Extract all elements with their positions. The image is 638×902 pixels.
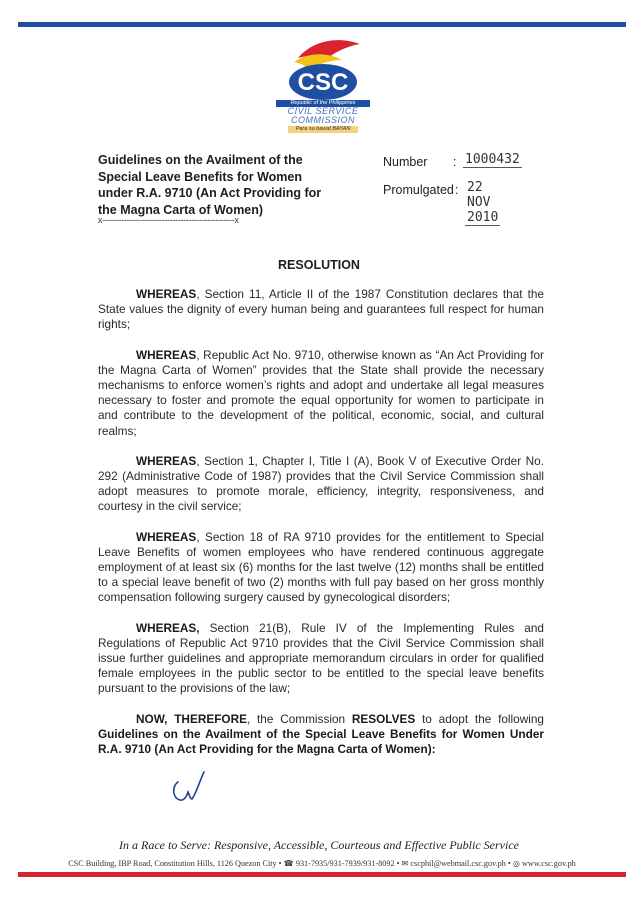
footer-slogan: In a Race to Serve: Responsive, Accessible, Courteous and Effective Public Service [119,838,519,852]
whereas-paragraph-2 [98,348,544,439]
csc-logo-graphic [268,30,378,102]
paragraph-text: , Section 11, Article II of the 1987 Constitution declares that the State values the dignity of every human being and guarantees full respect for human rights; [98,287,544,332]
paragraph-text: to adopt the following [415,711,544,726]
number-label: Number [383,155,428,169]
resolution-heading: RESOLUTION [278,258,360,272]
promulgated-colon: : [455,183,459,197]
resolves-paragraph [98,712,544,758]
number-value: 1000432 [465,152,520,167]
title-separator: x-------------------------------------------------x [98,215,239,225]
number-field [383,152,520,169]
logo-line1: CIVIL SERVICE [287,106,359,116]
promulgated-field [383,180,499,225]
resolution-body [98,287,544,772]
document-title: Guidelines on the Availment of the Special Leave Benefits for Women under R.A. 9710 (An Act Providing for the Magna Carta of Women) [98,153,322,217]
whereas-paragraph-1 [98,287,544,333]
paragraph-text: , Republic Act No. 9710, otherwise known as “An Act Providing for the Magna Carta of Women” provides that the State shall provide the necessary mechanisms to enforce women’s rights and adopt and undertake all legal measures necessary to foster and promote the equal opportunity for women to participate in and contribute to the development of the political, economic, social, and cultural realms; [98,347,544,438]
paragraph-text: , Section 18 of RA 9710 provides for the entitlement to Special Leave Benefits of women employees who have rendered continuous aggregate employment of at least six (6) months for the last twelve (12) months shall be entitled to a special leave benefit of two (2) months with full pay based on her gross monthly compensation following surgery caused by gynecological disorders; [98,529,544,605]
paragraph-lead: WHEREAS [136,347,197,362]
guidelines-title-inline: Guidelines on the Availment of the Special Leave Benefits for Women Under R.A. 9710 (An Act Providing for the Magna Carta of Women): [98,726,544,757]
resolves-word: RESOLVES [351,711,416,726]
whereas-paragraph-5 [98,621,544,697]
bottom-red-bar [18,872,626,877]
logo-caption [268,100,378,133]
promulgated-value: 22 NOV 2010 [467,180,499,225]
paragraph-text: , the Commission [246,711,352,726]
paragraph-lead: WHEREAS [136,529,197,544]
number-colon: : [453,155,457,169]
paragraph-lead: WHEREAS, [136,620,200,635]
paragraph-lead: NOW, THEREFORE [136,711,247,726]
logo-acronym: CSC [297,69,349,96]
logo-republic-text: Republic of the Philippines [276,100,370,107]
paragraph-lead: WHEREAS [136,453,197,468]
logo-line2: COMMISSION [290,115,355,125]
footer-address: CSC Building, IBP Road, Constitution Hills, 1126 Quezon City • ☎ 931-7935/931-7939/931-8092 • ✉ cscphil@webmail.csc.gov.ph • ◎ www.csc.gov.ph [68,859,576,868]
handwritten-initial-icon [168,768,208,808]
whereas-paragraph-4 [98,530,544,606]
logo-tagline: Para sa bawat BAYAN [288,126,358,133]
paragraph-text: Section 21(B), Rule IV of the Implementing Rules and Regulations of Republic Act 9710 provides that the Civil Service Commission shall issue further guidelines and appropriate memorandum circulars in order for qualified female employees in the public sector to be entitled to the special leave benefits pursuant to the provisions of the law; [98,620,544,696]
promulgated-label: Promulgated [383,183,454,197]
top-blue-bar [18,22,626,27]
paragraph-text: , Section 1, Chapter I, Title I (A), Book V of Executive Order No. 292 (Administrative Code of 1987) provides that the Civil Service Commission shall adopt measures to promote morale, efficiency, integrity, responsiveness, and courtesy in the civil service; [98,453,544,514]
whereas-paragraph-3 [98,454,544,515]
paragraph-lead: WHEREAS [136,287,197,301]
